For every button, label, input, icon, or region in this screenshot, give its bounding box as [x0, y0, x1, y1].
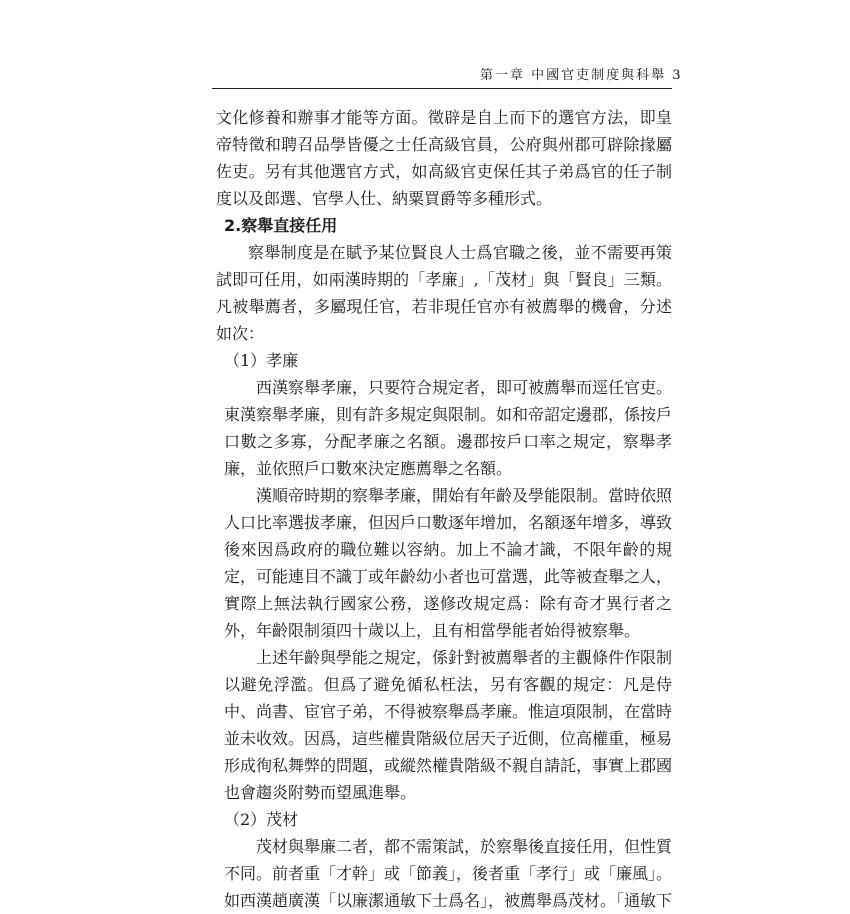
running-header: 第一章 中國官吏制度與科舉 3: [480, 68, 683, 83]
paragraph-intro: 文化修養和辦事才能等方面。徵辟是自上而下的選官方法，即皇帝特徵和聘召品學皆優之士任高級官員，公府與州郡可辟除掾屬佐吏。另有其他選官方式，如高級官吏保任其子弟爲官的任子制度以及郎選、官學人仕、納粟買爵等多種形式。: [216, 108, 672, 208]
subsection-heading-xiaolian: （1）孝廉: [224, 351, 299, 370]
paragraph-xiaolian-2: 漢順帝時期的察舉孝廉，開始有年齡及學能限制。當時依照人口比率選拔孝廉，但因戶口數逐年增加，名額逐年增多，導致後來因爲政府的職位難以容納。加上不論才識，不限年齡的規定，可能連目不識丁或年齡幼小者也可當選，此等被查舉之人，實際上無法執行國家公務，遂修改規定爲：除有奇才異行者之外，年齡限制須四十歲以上，且有相當學能者始得被察舉。: [224, 486, 673, 640]
section-heading: 2.察舉直接任用: [224, 216, 338, 235]
subsection-heading-maocai: （2）茂材: [224, 810, 299, 829]
paragraph-xiaolian-3: 上述年齡與學能之規定，係針對被薦舉者的主觀條件作限制以避免浮濫。但爲了避免循私枉法，另有客觀的規定：凡是侍中、尚書、宦官子弟，不得被察舉爲孝廉。惟這項限制，在當時並未收效。因爲，這些權貴階級位居天子近側，位高權重，極易形成徇私舞弊的問題，或縱然權貴階級不親自請託，事實上郡國也會趨炎附勢而望風進舉。: [224, 648, 673, 802]
paragraph-xiaolian-1: 西漢察舉孝廉，只要符合規定者，即可被薦舉而逕任官吏。東漢察舉孝廉，則有許多規定與限制。如和帝詔定邊郡，係按戶口數之多寡，分配孝廉之名額。邊郡按戶口率之規定，察舉孝廉，並依照戶口數來決定應薦舉之名額。: [224, 378, 673, 478]
page-body: [216, 104, 672, 914]
paragraph-chaju: 察舉制度是在賦予某位賢良人士爲官職之後，並不需要再策試即可任用，如兩漢時期的「孝廉」,「茂材」與「賢良」三類。凡被舉薦者，多屬現任官，若非現任官亦有被薦舉的機會，分述如次：: [216, 243, 672, 343]
paragraph-maocai: 茂材與舉廉二者，都不需策試，於察舉後直接任用，但性質不同。前者重「才幹」或「節義」，後者重「孝行」或「廉風」。如西漢趙廣漢「以廉潔通敏下士爲名」，被薦舉爲茂材。「通敏下: [224, 837, 673, 910]
header-rule: [212, 88, 672, 89]
